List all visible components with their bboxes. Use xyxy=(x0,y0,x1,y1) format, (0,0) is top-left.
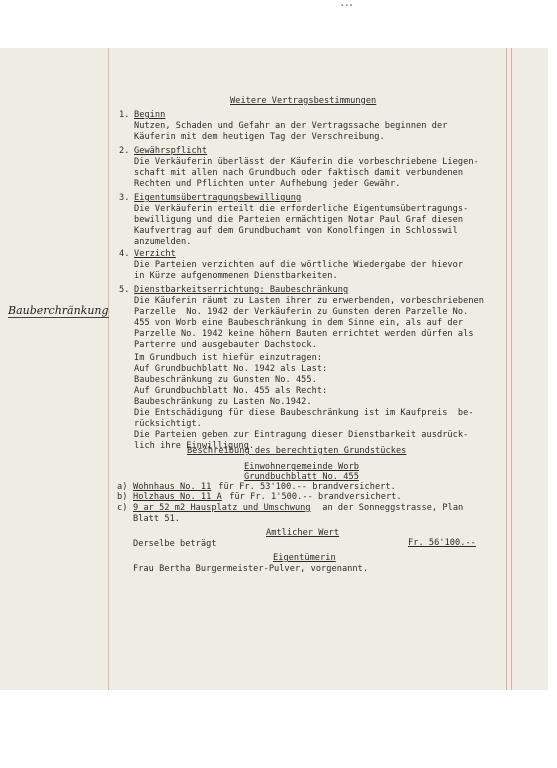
section-line: Parzelle No. 1942 keine höhern Bauten errichtet werden dürfen als xyxy=(134,329,474,339)
item-name: Holzhaus No. 11 A xyxy=(133,492,222,502)
section-line: Die Käuferin räumt zu Lasten ihrer zu erwerbenden, vorbeschriebenen xyxy=(134,296,484,306)
property-heading: Beschreibung des berechtigten Grundstückes xyxy=(187,446,407,456)
section-number: 1. xyxy=(119,110,130,120)
section-line: Parterre und ausgebauter Dachstock. xyxy=(134,340,317,350)
left-margin-line xyxy=(108,48,109,690)
entry-line: lich ihre Einwilligung. xyxy=(134,441,255,451)
entry-line: Baubeschränkung zu Lasten No.1942. xyxy=(134,397,312,407)
section-line: Die Verkäuferin erteilt die erforderliche Eigentumsübertragungs- xyxy=(134,204,469,214)
section-number: 5. xyxy=(119,285,130,295)
official-value-amount: Fr. 56'100.-- xyxy=(408,538,476,548)
official-value-label: Derselbe beträgt xyxy=(133,539,217,549)
section-heading: Gewährspflicht xyxy=(134,146,208,156)
official-value-heading: Amtlicher Wert xyxy=(266,528,340,538)
section-line: Kaufvertrag auf dem Grundbuchamt von Konolfingen in Schlosswil xyxy=(134,226,458,236)
section-heading: Eigentumsübertragungsbewilligung xyxy=(134,193,302,203)
entry-line: Auf Grundbuchblatt No. 455 als Recht: xyxy=(134,386,328,396)
section-line: Nutzen, Schaden und Gefahr an der Vertragssache beginnen der xyxy=(134,121,448,131)
municipality: Einwohnergemeinde Worb xyxy=(244,462,359,472)
item-name: 9 ar 52 m2 Hausplatz und Umschwung xyxy=(133,503,311,513)
header-scribble: ... xyxy=(340,0,354,10)
section-line: Die Parteien verzichten auf die wörtliche Wiedergabe der hievor xyxy=(134,260,464,270)
item-letter: c) xyxy=(117,503,128,513)
item-detail: an der Sonneggstrasse, Plan xyxy=(317,503,464,513)
owner-heading: Eigentümerin xyxy=(273,553,336,563)
section-line: anzumelden. xyxy=(134,237,192,247)
entry-line: rücksichtigt. xyxy=(134,419,202,429)
margin-note: Bauberchränkung xyxy=(8,304,109,317)
item-name: Wohnhaus No. 11 xyxy=(133,482,212,492)
section-line: 455 von Worb eine Baubeschränkung in dem Sinne ein, als auf der xyxy=(134,318,464,328)
item-letter: a) xyxy=(117,482,128,492)
item-detail: für Fr. 1'500.-- brandversichert. xyxy=(224,492,402,502)
section-number: 2. xyxy=(119,146,130,156)
section-line: Käuferin mit dem heutigen Tag der Verschreibung. xyxy=(134,132,385,142)
section-line: Rechten und Pflichten unter Aufhebung jeder Gewähr. xyxy=(134,179,401,189)
right-margin-line-2 xyxy=(511,48,512,690)
item-letter: b) xyxy=(117,492,128,502)
entry-line: Die Parteien geben zur Eintragung dieser Dienstbarkeit ausdrück- xyxy=(134,430,469,440)
document-title: Weitere Vertragsbestimmungen xyxy=(230,96,377,106)
section-heading: Beginn xyxy=(134,110,166,120)
entry-line: Baubeschränkung zu Gunsten No. 455. xyxy=(134,375,317,385)
owner-name: Frau Bertha Burgermeister-Pulver, vorgenannt. xyxy=(133,564,369,574)
section-number: 4. xyxy=(119,249,130,259)
entry-line: Im Grundbuch ist hiefür einzutragen: xyxy=(134,353,323,363)
section-heading: Dienstbarkeitserrichtung: Baubeschränkung xyxy=(134,285,349,295)
item-continuation: Blatt 51. xyxy=(133,514,181,524)
item-detail: für Fr. 53'100.-- brandversichert. xyxy=(213,482,396,492)
section-line: in Kürze aufgenommenen Dienstbarkeiten. xyxy=(134,271,338,281)
section-line: bewilligung und die Parteien ermächtigen Notar Paul Graf diesen xyxy=(134,215,464,225)
land-register-sheet: Grundbuchblatt No. 455 xyxy=(244,472,359,482)
section-line: Die Verkäuferin überlässt der Käuferin die vorbeschriebene Liegen- xyxy=(134,157,479,167)
right-margin-line xyxy=(506,48,507,690)
entry-line: Auf Grundbuchblatt No. 1942 als Last: xyxy=(134,364,328,374)
section-number: 3. xyxy=(119,193,130,203)
section-line: Parzelle No. 1942 der Verkäuferin zu Gunsten deren Parzelle No. xyxy=(134,307,469,317)
section-heading: Verzicht xyxy=(134,249,176,259)
section-line: schaft mit allen nach Grundbuch oder faktisch damit verbundenen xyxy=(134,168,464,178)
entry-line: Die Entschädigung für diese Baubeschränkung ist im Kaufpreis be- xyxy=(134,408,474,418)
